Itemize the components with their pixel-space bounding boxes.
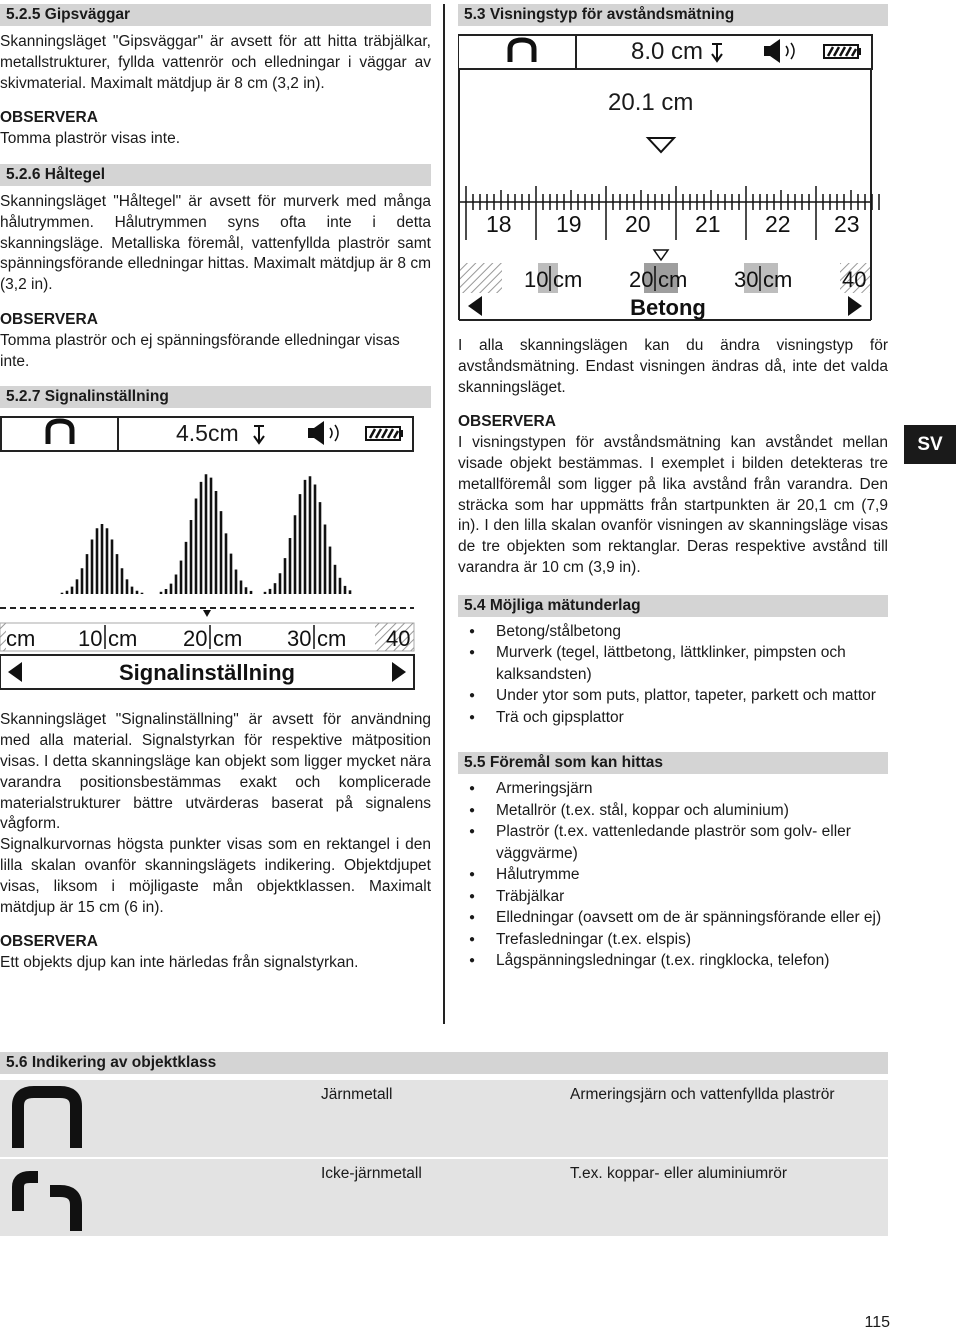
scan-mode-label: Signalinställning	[118, 660, 296, 686]
ruler-label: 22	[765, 211, 791, 237]
depth-readout: 4.5cm	[176, 420, 239, 447]
speaker-icon	[308, 421, 338, 445]
note-title: OBSERVERA	[458, 413, 556, 431]
list-item: ● Plaströr (t.ex. vattenledande plaströr som golv- eller väggvärme)	[458, 821, 888, 864]
section-heading-5-6: 5.6 Indikering av objektklass	[0, 1052, 888, 1074]
section-heading-5-2-5: 5.2.5 Gipsväggar	[0, 4, 431, 26]
list-item: ● Träbjälkar	[458, 886, 888, 908]
ruler-label: 20	[625, 211, 651, 237]
paragraph: Signalkurvornas högsta punkter visas som en rektangel i den lilla skalan ovanför skanningslägets indikering. Objektdjupet visas, liksom i möjligaste mån objektklassen. Maximalt mätdjup är 15 cm (6 in).	[0, 836, 431, 916]
column-divider	[443, 4, 445, 1024]
ruler-label: 19	[556, 211, 582, 237]
list-item: ● Armeringsjärn	[458, 778, 888, 800]
battery-icon	[366, 427, 403, 440]
scale-label: cm	[213, 626, 243, 652]
distance-display-graphic	[458, 34, 888, 322]
note-title: OBSERVERA	[0, 933, 98, 951]
list-item: ● Elledningar (oavsett om de är spänningsförande eller ej)	[458, 907, 888, 929]
scale-label: 10	[524, 267, 549, 292]
paragraph: Skanningsläget "Håltegel" är avsett för murverk med många hålutrymmen. Hålutrymmen syns ofta inte i detta skanningsläge. Metalliska föremål, vattenfyllda plaströr samt spänningsförande elledningar hittas. Maximalt mätdjup är 8 cm (3,2 in).	[0, 192, 431, 294]
table-row	[0, 1159, 888, 1238]
ruler-label: 18	[486, 211, 512, 237]
page-number: 115	[864, 1314, 890, 1331]
paragraph: Skanningsläget "Gipsväggar" är avsett för att hitta träbjälkar, metallstrukturer, fyllda vattenrör och elledningar i väggar av skivmaterial. Maximalt mätdjup är 8 cm (3,2 in).	[0, 33, 431, 92]
list-item: ● Metallrör (t.ex. stål, koppar och aluminium)	[458, 800, 888, 822]
language-tab: SV	[904, 425, 956, 464]
scale-label: 20	[629, 267, 654, 292]
object-class-example: T.ex. koppar- eller aluminiumrör	[570, 1165, 788, 1182]
note-text: Tomma plaströr visas inte.	[0, 130, 181, 148]
scan-mode-label: Betong	[630, 295, 706, 320]
depth-arrow-icon	[254, 426, 264, 443]
ruler-label: 23	[834, 211, 860, 237]
distance-ruler	[460, 186, 879, 240]
list-item: ● Trä och gipsplattor	[458, 707, 888, 729]
signal-display-figure	[0, 416, 431, 706]
scale-label: 30	[287, 626, 312, 652]
section-heading-5-5: 5.5 Föremål som kan hittas	[458, 752, 888, 774]
note-text: Tomma plaströr och ej spänningsförande elledningar visas inte.	[0, 331, 400, 370]
scale-label: cm	[553, 267, 583, 292]
note-text: I visningstypen för avståndsmätning kan avståndet mellan visade objekt bestämmas. I exemplet i bilden detekteras tre metallföremål som ligger på lika avstånd från varandra. Den sträcka som har uppmätts från startpunkten är 20,1 cm (7,9 in). I den lilla skalan ovanför visningen av skanningsläge visas de tre objekten som rektanglar. Deras respektive avstånd till varandra är 10 cm (3,9 in).	[458, 434, 888, 576]
object-class-example: Armeringsjärn och vattenfyllda plaströr	[570, 1086, 835, 1103]
depth-readout: 8.0 cm	[631, 38, 704, 65]
section-heading-5-4: 5.4 Möjliga mätunderlag	[458, 595, 888, 617]
list-item: ● Hålutrymme	[458, 864, 888, 886]
position-marker-icon	[648, 138, 674, 152]
note-text: Ett objekts djup kan inte härledas från signalstyrkan.	[0, 954, 359, 972]
scale-label: 10	[78, 626, 103, 652]
section-heading-5-2-6: 5.2.6 Håltegel	[0, 164, 431, 186]
note-title: OBSERVERA	[0, 109, 98, 127]
center-marker-icon	[654, 250, 668, 260]
distance-display-figure	[458, 34, 888, 322]
list-item: ● Trefasledningar (t.ex. elspis)	[458, 929, 888, 951]
signal-display-graphic	[0, 416, 431, 706]
object-class-table	[0, 1052, 888, 1238]
right-column	[458, 4, 888, 972]
ruler-label: 21	[695, 211, 721, 237]
list-item: ● Lågspänningsledningar (t.ex. ringklocka, telefon)	[458, 950, 888, 972]
scale-label: 40	[842, 267, 867, 292]
ruler-labels	[486, 211, 860, 237]
list-item: ● Betong/stålbetong	[458, 621, 888, 643]
scale-label: cm	[6, 626, 36, 652]
arrow-right-icon[interactable]	[848, 296, 862, 316]
table-row	[0, 1080, 888, 1159]
detectable-objects-list	[458, 778, 888, 972]
paragraph: I alla skanningslägen kan du ändra visningstyp för avståndsmätning. Endast visningen ändras då, inte det valda skanningsläget.	[458, 337, 888, 396]
scale-label: cm	[763, 267, 793, 292]
signal-waveforms	[62, 475, 350, 595]
list-item: ● Murverk (tegel, lättbetong, lättklinker, pimpsten och kalksandsten)	[458, 642, 888, 685]
distance-readout: 20.1 cm	[608, 89, 694, 116]
center-marker-icon	[203, 610, 211, 617]
scale-label: 40	[386, 626, 411, 652]
nonferrous-metal-icon	[6, 1159, 96, 1236]
left-column	[0, 4, 431, 974]
scale-label: cm	[317, 626, 347, 652]
ferrous-metal-icon	[48, 421, 72, 444]
scale-label: cm	[108, 626, 138, 652]
note-title: OBSERVERA	[0, 310, 98, 328]
section-heading-5-2-7: 5.2.7 Signalinställning	[0, 386, 431, 408]
list-item: ● Under ytor som puts, plattor, tapeter, parkett och mattor	[458, 685, 888, 707]
section-heading-5-3: 5.3 Visningstyp för avståndsmätning	[458, 4, 888, 26]
scale-label: 20	[183, 626, 208, 652]
substrate-list	[458, 621, 888, 729]
ferrous-metal-icon	[6, 1080, 96, 1157]
scale-label: cm	[658, 267, 688, 292]
paragraph: Skanningsläget "Signalinställning" är avsett för användning med alla material. Signalstyrkan för respektive mätposition visas. I detta skanningsläge kan objekt som ligger mycket nära varandra positionsbestämmas exakt och komplicerade materialstrukturer bättre utvärderas baserat på signalens vågform.	[0, 711, 431, 833]
scale-label: 30	[734, 267, 759, 292]
object-class-label: Icke-järnmetall	[321, 1165, 422, 1182]
object-class-label: Järnmetall	[321, 1086, 393, 1103]
arrow-left-icon[interactable]	[468, 296, 482, 316]
